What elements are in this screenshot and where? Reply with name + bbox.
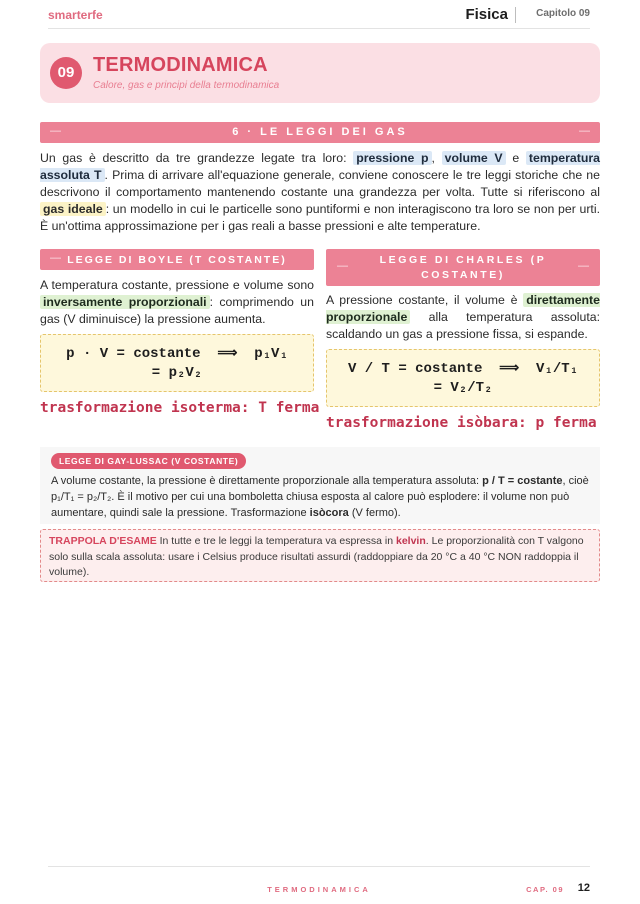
boyle-paragraph (40, 277, 314, 328)
section-right-dash: — (579, 125, 590, 137)
exam-trap-paragraph (49, 534, 589, 581)
chapter-title: TERMODINAMICA (93, 54, 268, 76)
header-divider (515, 7, 516, 23)
term-inverse-proportional: inversamente proporzionali (40, 295, 210, 309)
term-kelvin: kelvin (396, 535, 426, 547)
page-number: 12 (577, 882, 590, 894)
term-pressure: pressione p (353, 151, 431, 165)
section-title: 6 · LE LEGGI DEI GAS (232, 126, 408, 138)
footer-chapter-code: CAP. 09 (526, 885, 564, 894)
boyle-left-dash: — (50, 252, 61, 264)
gaylussac-formula: p / T = costante (482, 475, 563, 487)
chapter-subtitle: Calore, gas e principi della termodinamica (93, 80, 280, 91)
charles-formula-line-1: V / T = costante ⟹ V₁/T₁ (347, 361, 579, 377)
term-volume: volume V (442, 151, 506, 165)
gaylussac-box (40, 447, 600, 524)
charles-title-line-2: COSTANTE) (421, 269, 505, 281)
exam-trap-label: TRAPPOLA D'ESAME (49, 535, 157, 547)
boyle-note: trasformazione isoterma: T ferma (40, 400, 320, 416)
charles-formula-line-2: = V₂/T₂ (433, 380, 493, 396)
exam-trap-box (40, 529, 600, 582)
page-header (48, 6, 590, 29)
charles-paragraph (326, 292, 600, 343)
exam-trap-text: . Le proporzionalità con T valgono solo sulla scala assoluta: usare i Celsius produce risultati assurdi (raddoppiare da 20 °C a 40 °C NON raddoppia il volume). (49, 535, 584, 578)
section-left-dash: — (50, 125, 61, 137)
chapter-label: Capitolo 09 (536, 8, 590, 19)
boyle-text: : comprimendo un gas (V diminuisce) la pressione aumenta. (40, 295, 314, 326)
intro-text: e (505, 151, 526, 165)
gaylussac-title: LEGGE DI GAY-LUSSAC (V COSTANTE) (51, 453, 246, 469)
charles-heading-bar (326, 249, 600, 286)
charles-right-dash: — (578, 260, 589, 272)
boyle-formula-box (40, 334, 314, 392)
charles-formula-box (326, 349, 600, 407)
boyle-formula-line-2: = p₂V₂ (151, 365, 203, 381)
boyle-heading-bar (40, 249, 314, 270)
gaylussac-text: (V fermo). (348, 507, 401, 519)
intro-text: . Prima di arrivare all'equazione generale, conviene conoscere le tre leggi storiche che ne descrivono il comportamento mantenendo costante una grandezza per volta. Tutte si riferiscono al (40, 168, 600, 199)
subject-title: Fisica (465, 6, 508, 23)
charles-text: A pressione costante, il volume è (326, 293, 524, 307)
charles-title-line-1: LEGGE DI CHARLES (P (379, 254, 547, 266)
boyle-text: A temperatura costante, pressione e volume sono (40, 278, 314, 292)
chapter-number-badge: 09 (50, 57, 82, 89)
charles-text: alla temperatura assoluta: scaldando un gas a pressione fissa, si espande. (326, 310, 600, 341)
brand-name: smarterfe (48, 8, 103, 22)
page-footer (48, 866, 590, 894)
term-direct-proportional: direttamente proporzionale (326, 293, 600, 324)
footer-chapter-name: TERMODINAMICA (267, 885, 371, 894)
charles-note: trasformazione isòbara: p ferma (326, 415, 597, 431)
intro-text: Un gas è descritto da tre grandezze legate tra loro: (40, 151, 354, 165)
term-ideal-gas: gas ideale (40, 202, 106, 216)
gaylussac-paragraph (51, 473, 591, 521)
intro-text: : un modello in cui le particelle sono puntiformi e non interagiscono tra loro se non per urti. È un'ottima approssimazione per i gas reali a basse pressioni e alte temperature. (40, 202, 600, 233)
charles-left-dash: — (337, 260, 348, 272)
exam-trap-text: In tutte e tre le leggi la temperatura va espressa in (156, 535, 396, 547)
boyle-title: LEGGE DI BOYLE (T COSTANTE) (67, 254, 287, 266)
gaylussac-text: , cioè p₁/T₁ = p₂/T₂. È il motivo per cui una bomboletta chiusa esposta al calore può esplodere: il volume non può aumentare, quindi sale la pressione. Trasformazione (51, 475, 589, 519)
section-heading-bar (40, 122, 600, 143)
chapter-banner (40, 43, 600, 103)
intro-text: , (431, 151, 442, 165)
term-isochoric: isòcora (309, 507, 349, 519)
gaylussac-text: A volume costante, la pressione è direttamente proporzionale alla temperatura assoluta: (51, 475, 483, 487)
intro-paragraph (40, 150, 600, 235)
boyle-formula-line-1: p · V = costante ⟹ p₁V₁ (66, 346, 288, 362)
term-temperature: temperatura assoluta T (40, 151, 600, 182)
